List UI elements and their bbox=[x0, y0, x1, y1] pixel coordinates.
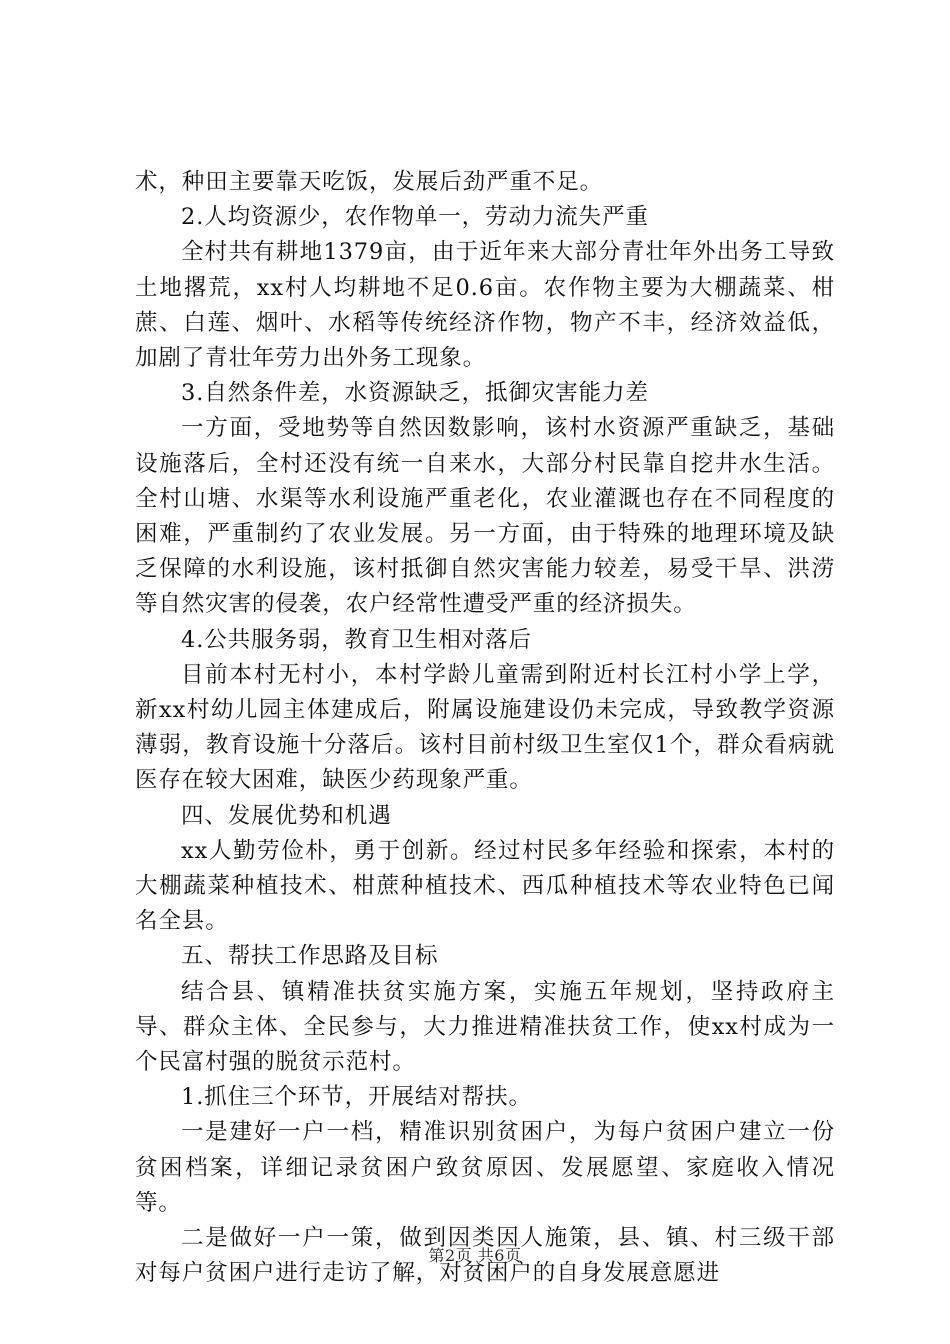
paragraph-household-file: 一是建好一户一档，精准识别贫困户，为每户贫困户建立一份贫困档案，详细记录贫困户致贫原因、发展愿望、家庭收入情况等。 bbox=[135, 1119, 835, 1216]
subheading-resources: 2.人均资源少，农作物单一，劳动力流失严重 bbox=[181, 204, 649, 231]
subheading-natural-conditions: 3.自然条件差，水资源缺乏，抵御灾害能力差 bbox=[181, 380, 649, 407]
paragraph-farmland: 全村共有耕地1379亩，由于近年来大部分青壮年外出务工导致土地撂荒，xx村人均耕地不足0.6亩。农作物主要为大棚蔬菜、柑蔗、白莲、烟叶、水稻等传统经济作物，物产不丰，经济效益低，加剧了青壮年劳力出外务工现象。 bbox=[135, 239, 835, 372]
subheading-three-links: 1.抓住三个环节，开展结对帮扶。 bbox=[181, 1084, 532, 1111]
section-heading-goals: 五、帮扶工作思路及目标 bbox=[181, 943, 439, 970]
page-number-footer: 第2页 共6页 bbox=[428, 1246, 522, 1265]
subheading-public-services: 4.公共服务弱，教育卫生相对落后 bbox=[181, 626, 532, 653]
paragraph-education-health: 目前本村无村小，本村学龄儿童需到附近村长江村小学上学，新xx村幼儿园主体建成后，附属设施建设仍未完成，导致教学资源薄弱，教育设施十分落后。该村目前村级卫生室仅1个，群众看病就医存在较大困难，缺医少药现象严重。 bbox=[135, 661, 835, 794]
paragraph-household-policy: 二是做好一户一策，做到因类因人施策，县、镇、村三级干部对每户贫困户进行走访了解，对贫困户的自身发展意愿进 bbox=[135, 1225, 835, 1287]
paragraph-advantages: xx人勤劳俭朴，勇于创新。经过村民多年经验和探索，本村的大棚蔬菜种植技术、柑蔗种植技术、西瓜种植技术等农业特色已闻名全县。 bbox=[135, 837, 835, 935]
paragraph-continuation: 术，种田主要靠天吃饭，发展后劲严重不足。 bbox=[135, 169, 604, 195]
paragraph-goals: 结合县、镇精准扶贫实施方案，实施五年规划，坚持政府主导、群众主体、全民参与，大力推进精准扶贫工作，使xx村成为一个民富村强的脱贫示范村。 bbox=[135, 978, 835, 1076]
section-heading-advantages: 四、发展优势和机遇 bbox=[181, 802, 392, 829]
document-body bbox=[135, 165, 835, 1292]
paragraph-water-resources: 一方面，受地势等自然因数影响，该村水资源严重缺乏，基础设施落后，全村还没有统一自来水，大部分村民靠自挖井水生活。全村山塘、水渠等水利设施严重老化，农业灌溉也存在不同程度的困难，严重制约了农业发展。另一方面，由于特殊的地理环境及缺乏保障的水利设施，该村抵御自然灾害能力较差，易受干旱、洪涝等自然灾害的侵袭，农户经常性遭受严重的经济损失。 bbox=[135, 415, 835, 618]
